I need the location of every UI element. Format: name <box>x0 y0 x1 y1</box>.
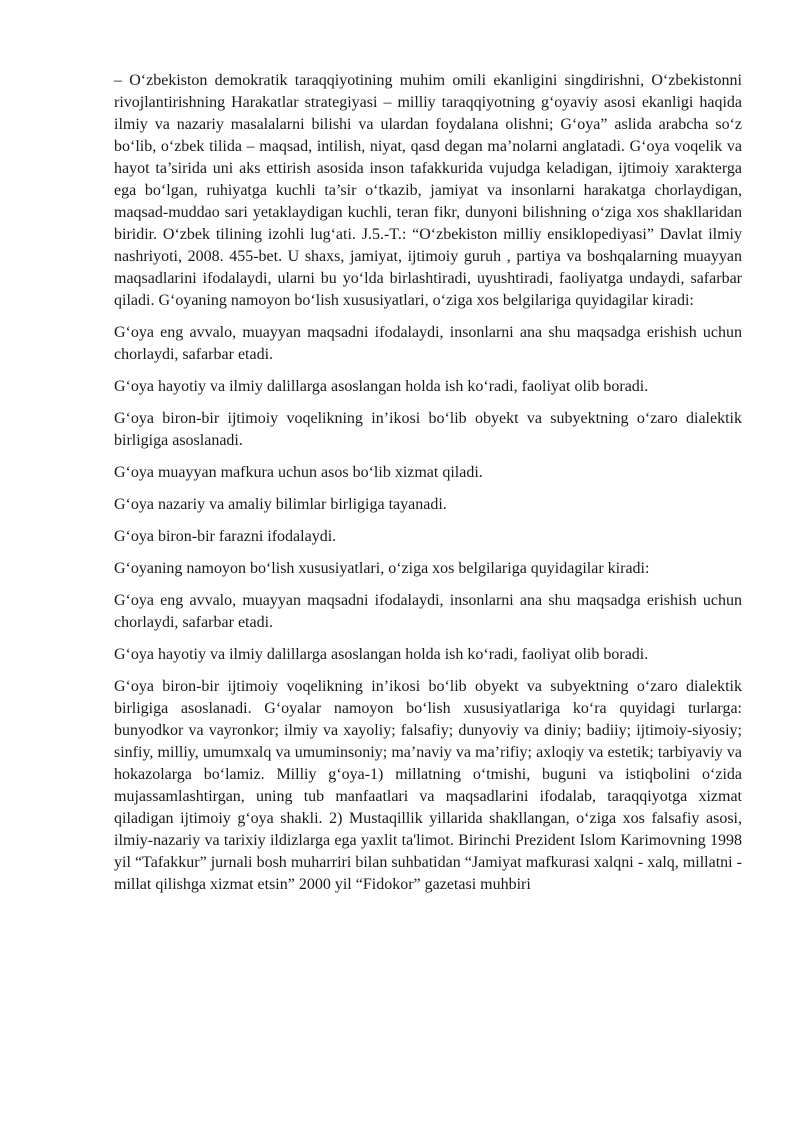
paragraph-item: G‘oya muayyan mafkura uchun asos bo‘lib xizmat qiladi. <box>114 464 483 481</box>
paragraph-item: G‘oya nazariy va amaliy bilimlar birligiga tayanadi. <box>114 496 447 513</box>
paragraph-item: G‘oya hayotiy va ilmiy dalillarga asoslangan holda ish ko‘radi, faoliyat olib boradi. <box>114 378 649 395</box>
paragraph-item: G‘oya hayotiy va ilmiy dalillarga asoslangan holda ish ko‘radi, faoliyat olib boradi. <box>114 646 649 663</box>
document-page <box>114 70 742 896</box>
paragraph-heading: G‘oyaning namoyon bo‘lish xususiyatlari, o‘ziga xos belgilariga quyidagilar kiradi: <box>114 560 650 577</box>
paragraph-item: G‘oya biron-bir farazni ifodalaydi. <box>114 528 337 545</box>
paragraph-item: G‘oya eng avvalo, muayyan maqsadni ifodalaydi, insonlarni ana shu maqsadga erishish uchun chorlaydi, safarbar etadi. <box>114 592 742 631</box>
paragraph-intro: – O‘zbekiston demokratik taraqqiyotining muhim omili ekanligini singdirishni, O‘zbekistonni rivojlantirishning Harakatlar strategiyasi – milliy taraqqiyotning g‘oyaviy asosi ekanligi haqida ilmiy va nazariy masalalarni bilishi va ulardan foydalana olishni; G‘oya” aslida arabcha so‘z bo‘lib, o‘zbek tilida – maqsad, intilish, niyat, qasd degan ma’nolarni anglatadi. G‘oya voqelik va hayot ta’sirida uni aks ettirish asosida inson tafakkurida vujudga keladigan, ijtimoiy xarakterga ega bo‘lgan, ruhiyatga kuchli ta’sir o‘tkazib, jamiyat va insonlarni harakatga chorlaydigan, maqsad-muddao sari yetaklaydigan kuchli, teran fikr, dunyoni bilishning o‘ziga xos shakllaridan biridir. O‘zbek tilining izohli lug‘ati. J.5.-T.: “O‘zbekiston milliy ensiklopediyasi” Davlat ilmiy nashriyoti, 2008. 455-bet. U shaxs, jamiyat, ijtimoiy guruh , partiya va boshqalarning muayyan maqsadlarini ifodalaydi, ularni bu yo‘lda birlashtiradi, uyushtiradi, faoliyatga undaydi, safarbar qiladi. G‘oyaning namoyon bo‘lish xususiyatlari, o‘ziga xos belgilariga quyidagilar kiradi: <box>114 72 742 309</box>
paragraph-item: G‘oya eng avvalo, muayyan maqsadni ifodalaydi, insonlarni ana shu maqsadga erishish uchun chorlaydi, safarbar etadi. <box>114 324 742 363</box>
paragraph-item: G‘oya biron-bir ijtimoiy voqelikning in’ikosi bo‘lib obyekt va subyektning o‘zaro dialektik birligiga asoslanadi. <box>114 410 742 449</box>
paragraph-body: G‘oya biron-bir ijtimoiy voqelikning in’ikosi bo‘lib obyekt va subyektning o‘zaro dialektik birligiga asoslanadi. G‘oyalar namoyon bo‘lish xususiyatlariga ko‘ra quyidagi turlarga: bunyodkor va vayronkor; ilmiy va xayoliy; falsafiy; dunyoviy va diniy; badiiy; ijtimoiy-siyosiy; sinfiy, milliy, umumxalq va umuminsoniy; ma’naviy va ma’rifiy; axloqiy va estetik; tarbiyaviy va hokazolarga bo‘lamiz. Milliy g‘oya-1) millatning o‘tmishi, buguni va istiqbolini o‘zida mujassamlashtirgan, uning tub manfaatlari va maqsadlarini ifodalab, taraqqiyotga xizmat qiladigan ijtimoiy g‘oya shakli. 2) Mustaqillik yillarida shakllangan, o‘ziga xos falsafiy asosi, ilmiy-nazariy va tarixiy ildizlarga ega yaxlit ta'limot. Birinchi Prezident Islom Karimovning 1998 yil “Tafakkur” jurnali bosh muharriri bilan suhbatidan “Jamiyat mafkurasi xalqni - xalq, millatni - millat qilishga xizmat etsin” 2000 yil “Fidokor” gazetasi muhbiri <box>114 678 742 893</box>
